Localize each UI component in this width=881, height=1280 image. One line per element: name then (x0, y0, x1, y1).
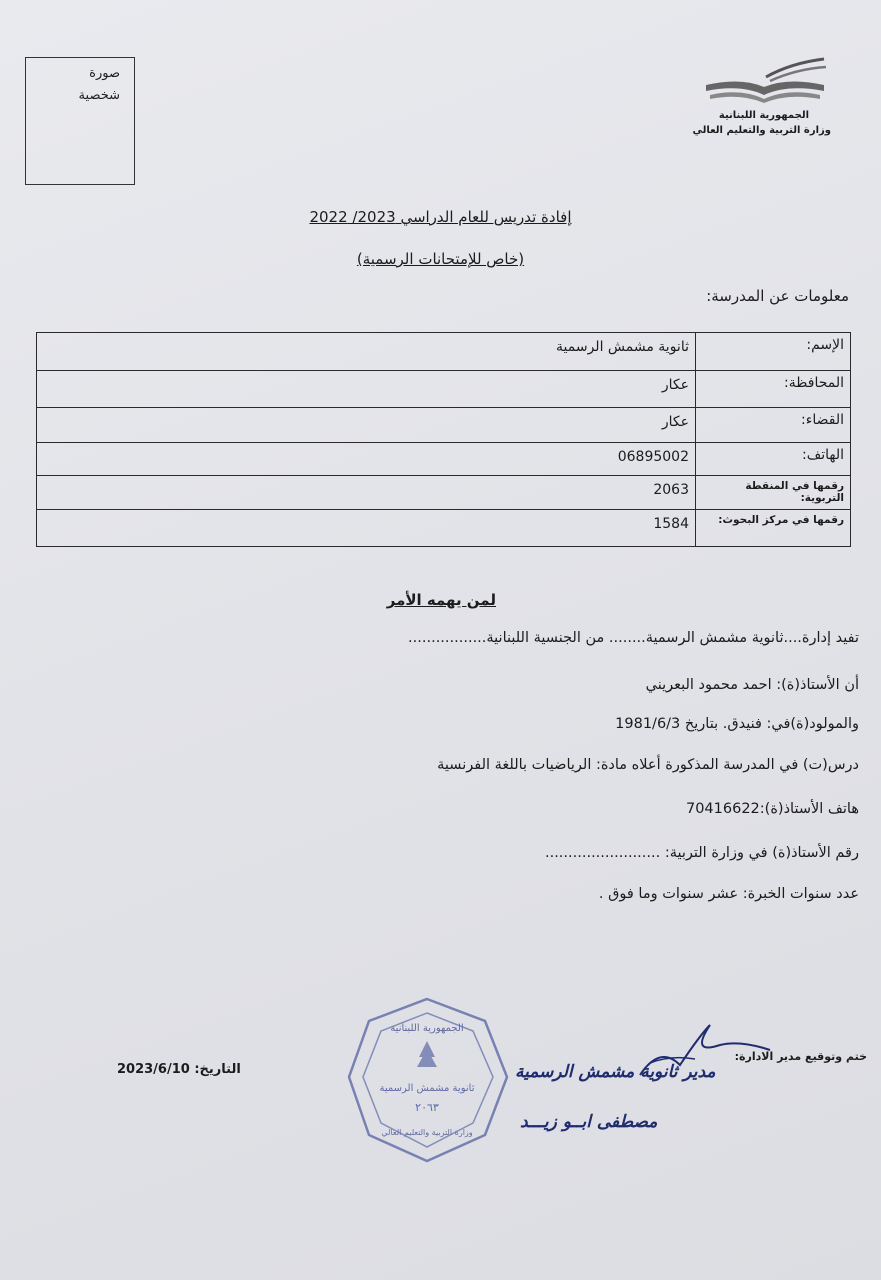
table-key: رقمها في المنقطة التربوية: (696, 476, 851, 510)
ministry-line2: وزارة التربية والتعليم العالي (692, 125, 831, 136)
table-value: ثانوية مشمش الرسمية (37, 333, 696, 371)
body-line-1: تفيد إدارة....ثانوية مشمش الرسمية........ من الجنسية اللبنانية................. (408, 630, 859, 646)
cedar-tree-icon (417, 1041, 437, 1067)
body-line-2: أن الأستاذ(ة): احمد محمود البعريني (645, 677, 859, 693)
school-info-table (36, 332, 851, 547)
table-key: القضاء: (696, 408, 851, 443)
date-label: التاريخ: 2023/6/10 (117, 1062, 241, 1077)
stamp-bottom-text: وزارة التربية والتعليم العالي (381, 1128, 473, 1137)
stamp-top-text: الجمهورية اللبنانية (390, 1023, 464, 1034)
stamp-number: ٢٠٦٣ (415, 1101, 439, 1114)
table-key: المحافظة: (696, 371, 851, 408)
stamp-center-text: ثانوية مشمش الرسمية (379, 1083, 475, 1094)
document-title: إفادة تدريس للعام الدراسي 2023/ 2022 (309, 208, 572, 226)
table-key: الإسم: (696, 333, 851, 371)
school-info-label: معلومات عن المدرسة: (706, 287, 849, 305)
photo-label-line1: صورة (89, 66, 120, 81)
signature-name: مصطفى ابــو زيـــد (520, 1112, 658, 1132)
signature-label: ختم وتوقيع مدير الادارة: (734, 1050, 867, 1063)
table-row (37, 476, 851, 510)
official-stamp (345, 995, 510, 1165)
table-value: عكار (37, 371, 696, 408)
body-line-3: والمولود(ة)في: فنيدق. بتاريخ 1981/6/3 (615, 716, 859, 732)
ministry-logo (692, 55, 831, 145)
signature-title: مدير ثانوية مشمش الرسمية (515, 1062, 716, 1082)
photo-label-line2: شخصية (78, 88, 120, 103)
table-value: عكار (37, 408, 696, 443)
open-book-icon (696, 55, 831, 107)
table-key: الهاتف: (696, 443, 851, 476)
ministry-line1: الجمهورية اللبنانية (718, 110, 809, 121)
table-key: رقمها في مركز البحوث: (696, 510, 851, 547)
body-line-7: عدد سنوات الخبرة: عشر سنوات وما فوق . (598, 886, 859, 902)
table-row (37, 443, 851, 476)
to-whom-heading: لمن يهمه الأمر (386, 591, 496, 609)
table-row (37, 333, 851, 371)
photo-placeholder-box (25, 57, 135, 185)
table-value: 1584 (37, 510, 696, 547)
body-line-5: هاتف الأستاذ(ة):70416622 (685, 801, 859, 817)
table-value: 2063 (37, 476, 696, 510)
table-row (37, 408, 851, 443)
body-line-6: رقم الأستاذ(ة) في وزارة التربية: ......................... (544, 845, 859, 861)
table-row (37, 371, 851, 408)
document-subtitle: (خاص للإمتحانات الرسمية) (356, 250, 525, 268)
table-value: 06895002 (37, 443, 696, 476)
table-row (37, 510, 851, 547)
body-line-4: درس(ت) في المدرسة المذكورة أعلاه مادة: الرياضيات باللغة الفرنسية (437, 757, 859, 773)
